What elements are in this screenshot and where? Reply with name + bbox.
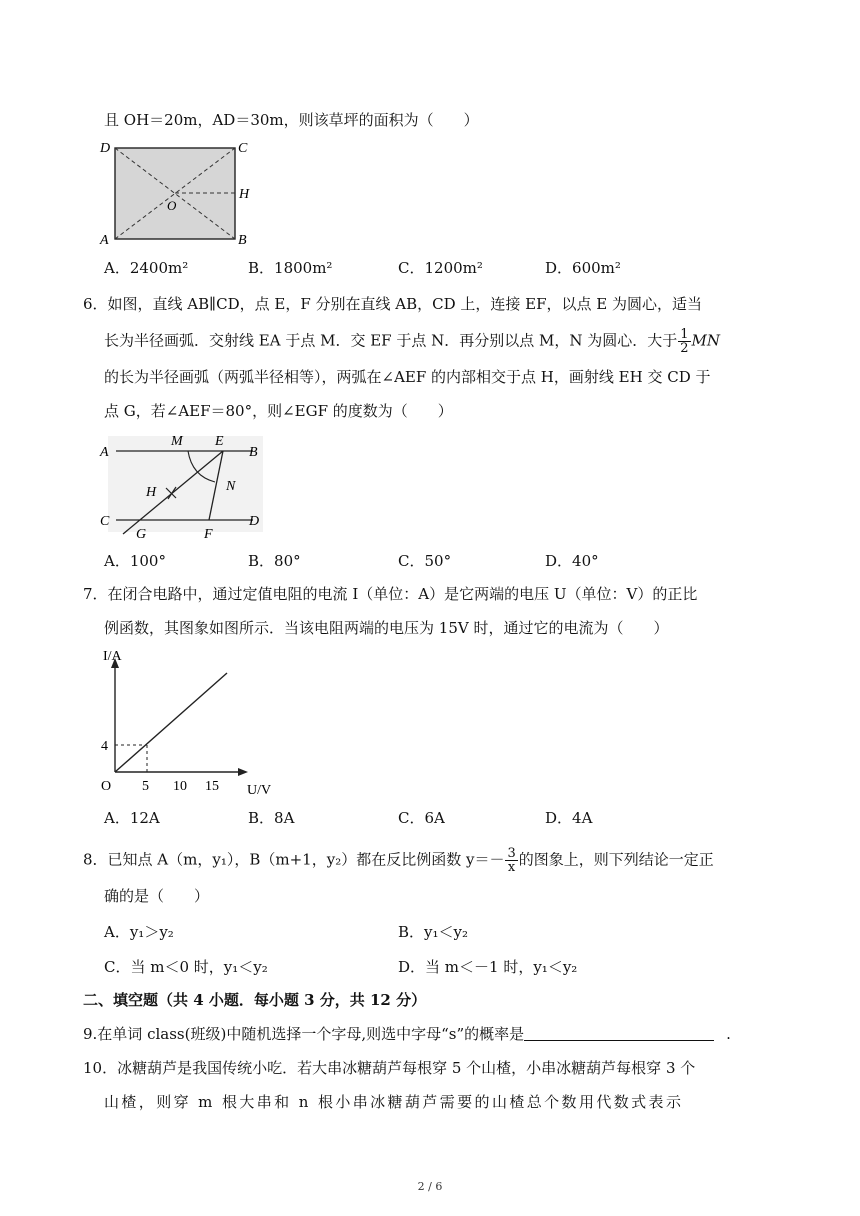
q7-y-tick-4: 4	[101, 739, 108, 754]
q6-parallel-lines-figure	[98, 428, 268, 540]
q7-line-2: 例函数，其图象如图所示．当该电阻两端的电压为 15V 时，通过它的电流为（ ）	[104, 619, 669, 637]
q6-label-b: B	[249, 445, 258, 460]
q7-x-tick-15: 15	[205, 779, 219, 794]
q6-option-d: D．40°	[545, 552, 599, 570]
q5-label-d: D	[100, 141, 111, 156]
q5-option-b: B．1800m²	[248, 259, 333, 277]
q6-frac-den: 2	[680, 341, 689, 356]
q6-option-c: C．50°	[398, 552, 452, 570]
q6-label-m: M	[171, 434, 183, 449]
q8-frac-num: 3	[507, 846, 516, 861]
q5-option-c: C．1200m²	[398, 259, 483, 277]
q7-y-axis-label: I/A	[103, 649, 122, 664]
q5-label-c: C	[238, 141, 248, 156]
q8-option-c: C．当 m＜0 时，y₁＜y₂	[104, 958, 268, 976]
q10-line-1: 10．冰糖葫芦是我国传统小吃．若大串冰糖葫芦每根穿 5 个山楂，小串冰糖葫芦每根穿 3 个	[83, 1059, 696, 1077]
q8-option-b: B．y₁＜y₂	[398, 923, 468, 941]
q8-line-2: 确的是（ ）	[104, 887, 210, 905]
q9-end: .	[726, 1025, 731, 1043]
q6-label-c: C	[100, 514, 110, 529]
q8-line-1-a: 8．已知点 A（m，y₁），B（m+1，y₂）都在反比例函数 y＝－	[83, 850, 505, 869]
q6-option-b: B．80°	[248, 552, 301, 570]
q7-option-a: A．12A	[104, 809, 160, 827]
q7-option-c: C．6A	[398, 809, 445, 827]
q6-label-h: H	[146, 485, 157, 500]
q8-line-1-b: 的图象上，则下列结论一定正	[518, 850, 714, 869]
q5-label-a: A	[100, 233, 109, 248]
q5-stem-tail: 且 OH＝20m，AD＝30m，则该草坪的面积为（ ）	[104, 111, 479, 129]
q6-fraction	[678, 328, 690, 355]
q7-option-d: D．4A	[545, 809, 593, 827]
q7-x-tick-5: 5	[142, 779, 149, 794]
page-number: 2 / 6	[417, 1180, 443, 1193]
section-2-heading: 二、填空题（共 4 小题．每小题 3 分，共 12 分）	[83, 991, 427, 1009]
q6-line-2-a: 长为半径画弧．交射线 EA 于点 M．交 EF 于点 N．再分别以点 M，N 为圆心．大于	[104, 331, 678, 350]
q6-line-1: 6．如图，直线 AB∥CD，点 E，F 分别在直线 AB，CD 上，连接 EF，以点 E 为圆心，适当	[83, 295, 703, 313]
q8-option-a: A．y₁＞y₂	[104, 923, 174, 941]
q7-option-b: B．8A	[248, 809, 295, 827]
q7-x-axis-label: U/V	[247, 783, 272, 796]
q8-option-d: D．当 m＜－1 时，y₁＜y₂	[398, 958, 578, 976]
q5-rectangle-figure	[95, 136, 265, 248]
q8-fraction	[505, 847, 517, 874]
q6-label-d: D	[249, 514, 260, 529]
q6-frac-num: 1	[680, 327, 689, 342]
q5-option-d: D．600m²	[545, 259, 621, 277]
q6-label-n: N	[226, 479, 236, 494]
q9-line	[83, 1024, 731, 1044]
q6-label-f: F	[204, 527, 213, 540]
q10-line-2: 山楂，则穿 m 根大串和 n 根小串冰糖葫芦需要的山楂总个数用代数式表示	[104, 1093, 684, 1111]
q6-label-e: E	[215, 434, 224, 449]
q5-option-a: A．2400m²	[104, 259, 189, 277]
q5-label-b: B	[238, 233, 247, 248]
q6-option-a: A．100°	[104, 552, 166, 570]
q5-label-h: H	[239, 187, 250, 202]
q8-line-1	[83, 847, 714, 874]
q6-label-a: A	[100, 445, 109, 460]
q6-line-3: 的长为半径画弧（两弧半径相等），两弧在∠AEF 的内部相交于点 H，画射线 EH 交 CD 于	[104, 368, 711, 386]
q9-answer-blank[interactable]	[524, 1026, 714, 1041]
q8-frac-den: x	[507, 860, 516, 875]
q5-label-o: O	[167, 198, 177, 213]
q7-current-voltage-graph	[95, 644, 285, 796]
q7-origin-label: O	[101, 779, 112, 794]
q6-line-2	[104, 328, 720, 355]
q6-label-g: G	[136, 527, 147, 540]
q6-line-4: 点 G，若∠AEF＝80°，则∠EGF 的度数为（ ）	[104, 402, 453, 420]
q9-text: 9.在单词 class(班级)中随机选择一个字母,则选中字母“s”的概率是	[83, 1025, 525, 1043]
q7-x-tick-10: 10	[173, 779, 187, 794]
q6-line-2-b: MN	[691, 331, 721, 350]
q7-line-1: 7．在闭合电路中，通过定值电阻的电流 I（单位：A）是它两端的电压 U（单位：V）的正比	[83, 585, 698, 603]
